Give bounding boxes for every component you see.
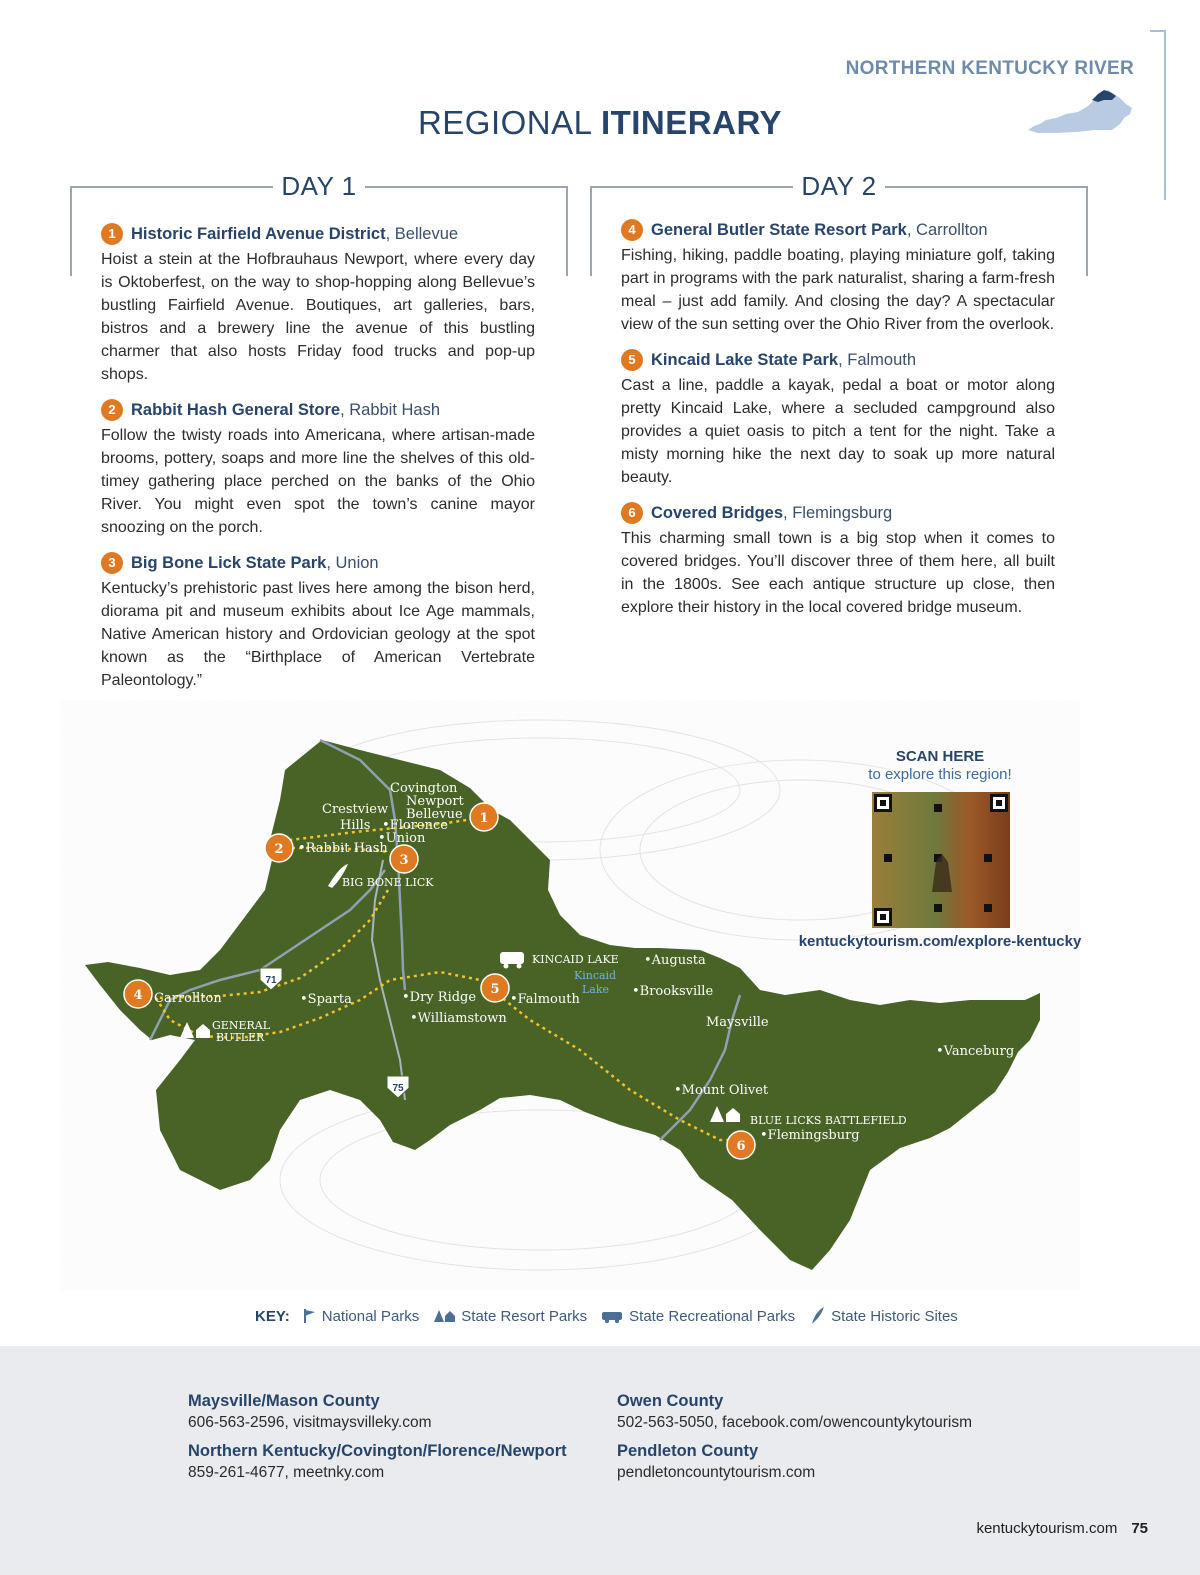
tree-house-icon [433,1308,457,1324]
marker-6-label: 6 [736,1139,746,1154]
water-kincaid: Kincaid [574,969,617,982]
town-union: •Union [378,831,426,846]
stop-description: This charming small town is a big stop when it comes to covered bridges. You’ll discover three of them here, all built in the 1800s. See each antique structure up close, then explore their history in the local covered bridge museum. [621,530,1055,616]
stop-number-badge: 3 [101,552,123,574]
stop-5 [621,348,1055,489]
key-item-label: National Parks [321,1307,420,1325]
contact-owen-county [617,1391,1037,1433]
town-covington: Covington [390,781,458,796]
marker-4-label: 4 [133,988,143,1003]
site-general: GENERAL [212,1019,271,1032]
town-newport: Newport [406,794,464,809]
stop-number-badge: 2 [101,399,123,421]
key-item-label: State Resort Parks [461,1307,588,1325]
contact-maysville [188,1391,608,1433]
contact-info[interactable]: 606-563-2596, visitmaysvilleky.com [188,1414,432,1431]
stop-number-badge: 5 [621,349,643,371]
contact-name: Owen County [617,1392,724,1410]
town-carrollton: Carrollton [154,991,222,1006]
town-maysville: Maysville [706,1015,769,1030]
marker-5-label: 5 [490,982,500,997]
town-florence: •Florence [382,818,448,833]
page-title-light: REGIONAL [417,104,592,141]
contact-name: Maysville/Mason County [188,1392,380,1410]
key-item-state-resort-parks [433,1308,587,1325]
stop-4 [621,218,1055,336]
stop-6 [621,501,1055,619]
interstate-75-label: 75 [392,1083,404,1094]
stop-name: Rabbit Hash General Store [131,401,341,419]
contact-info[interactable]: 502-563-5050, facebook.com/owencountykytourism [617,1414,972,1431]
town-brooksville: •Brooksville [632,984,714,999]
page-title-bold: ITINERARY [600,104,783,141]
camper-icon [601,1308,625,1324]
town-sparta: •Sparta [300,992,352,1007]
region-map [60,700,1080,1290]
key-label: KEY: [255,1307,290,1325]
key-item-national-parks [302,1308,420,1325]
stop-2 [101,398,535,539]
town-rabbit-hash: •Rabbit Hash [298,841,388,856]
town-falmouth: •Falmouth [510,992,580,1007]
marker-3-label: 3 [399,853,409,868]
stop-number-badge: 1 [101,223,123,245]
stop-name: Covered Bridges [651,504,784,522]
stop-place: , Union [326,554,379,572]
key-item-label: State Recreational Parks [629,1307,796,1325]
town-vanceburg: •Vanceburg [936,1044,1015,1059]
contact-info[interactable]: 859-261-4677, meetnky.com [188,1464,385,1481]
stop-place: , Flemingsburg [783,504,893,522]
stop-1 [101,222,535,386]
map-key [255,1306,1015,1326]
town-bellevue: Bellevue [406,807,463,822]
stop-name: Historic Fairfield Avenue District [131,225,386,243]
region-name: NORTHERN KENTUCKY RIVER [845,58,1134,79]
scan-url[interactable]: kentuckytourism.com/explore-kentucky [798,933,1082,950]
scan-title: SCAN HERE [895,748,985,765]
page-number: 75 [1131,1520,1148,1537]
scan-subtitle: to explore this region! [868,766,1012,783]
marker-2-label: 2 [274,842,284,857]
stop-name: Big Bone Lick State Park [131,554,327,572]
stop-place: , Carrollton [906,221,988,239]
town-williamstown: •Williamstown [410,1011,507,1026]
marker-1-label: 1 [479,811,489,826]
page-title [0,104,1200,142]
stop-name: Kincaid Lake State Park [651,351,839,369]
contact-name: Northern Kentucky/Covington/Florence/Newport [188,1442,567,1460]
stop-place: , Falmouth [838,351,917,369]
stop-description: Fishing, hiking, paddle boating, playing miniature golf, taking part in programs with the park naturalist, sharing a farm-fresh meal – just add family. And closing the day? A spectacular view of the sun setting over the Ohio River from the overlook. [621,247,1055,333]
site-butler: BUTLER [216,1031,265,1044]
qr-code[interactable] [872,792,1010,928]
key-item-label: State Historic Sites [831,1307,958,1325]
day-1-column [101,222,535,704]
day-1-heading: DAY 1 [273,171,364,201]
stop-place: , Bellevue [385,225,459,243]
quill-icon [809,1306,827,1326]
stop-name: General Butler State Resort Park [651,221,907,239]
stop-number-badge: 4 [621,219,643,241]
contact-pendleton-county [617,1441,1037,1483]
region-map-svg [60,700,1080,1290]
key-item-state-historic-sites [809,1306,958,1326]
town-flemingsburg: •Flemingsburg [760,1128,860,1143]
water-lake: Lake [582,983,610,996]
scan-callout [820,748,1060,783]
town-crestview: Crestview [322,802,389,817]
interstate-71-label: 71 [265,975,277,986]
day-2-column [621,218,1055,631]
site-blue-licks: BLUE LICKS BATTLEFIELD [750,1114,907,1127]
stop-3 [101,551,535,692]
page-footer [976,1520,1148,1537]
town-mount-olivet: •Mount Olivet [674,1083,769,1098]
town-augusta: •Augusta [644,953,706,968]
key-item-state-recreational-parks [601,1308,795,1325]
flag-icon [302,1308,318,1324]
stop-place: , Rabbit Hash [340,401,441,419]
stop-description: Cast a line, paddle a kayak, pedal a boat or motor along pretty Kincaid Lake, where a secluded campground also provides a quiet oasis to pitch a tent for the night. Take a misty morning hike the next day to soak up more natural beauty. [621,377,1055,486]
stop-description: Hoist a stein at the Hofbrauhaus Newport, where every day is Oktoberfest, on the way to shop-hopping along Bellevue’s bustling Fairfield Avenue. Boutiques, art galleries, bars, bistros and a brewery line the avenue of this bustling charmer that also hosts Friday food trucks and pop-up shops. [101,251,535,383]
contact-northern-kentucky [188,1441,608,1483]
site-big-bone-lick: BIG BONE LICK [342,876,434,889]
footer-site[interactable]: kentuckytourism.com [976,1520,1118,1537]
site-kincaid-lake: KINCAID LAKE [532,953,619,966]
stop-number-badge: 6 [621,502,643,524]
contact-name: Pendleton County [617,1442,759,1460]
stop-description: Kentucky’s prehistoric past lives here among the bison herd, diorama pit and museum exhibits about Ice Age mammals, Native American history and Ordovician geology at the spot known as the “Birthplace of American Vertebrate Paleontology.” [101,580,535,689]
town-dry-ridge: •Dry Ridge [402,990,477,1005]
contact-info[interactable]: pendletoncountytourism.com [617,1464,816,1481]
town-hills: Hills [340,818,371,833]
day-2-heading: DAY 2 [793,171,884,201]
stop-description: Follow the twisty roads into Americana, where artisan-made brooms, pottery, soaps and more line the shelves of this old-timey gathering place perched on the banks of the Ohio River. You might even spot the town’s canine mayor snoozing on the porch. [101,427,535,536]
